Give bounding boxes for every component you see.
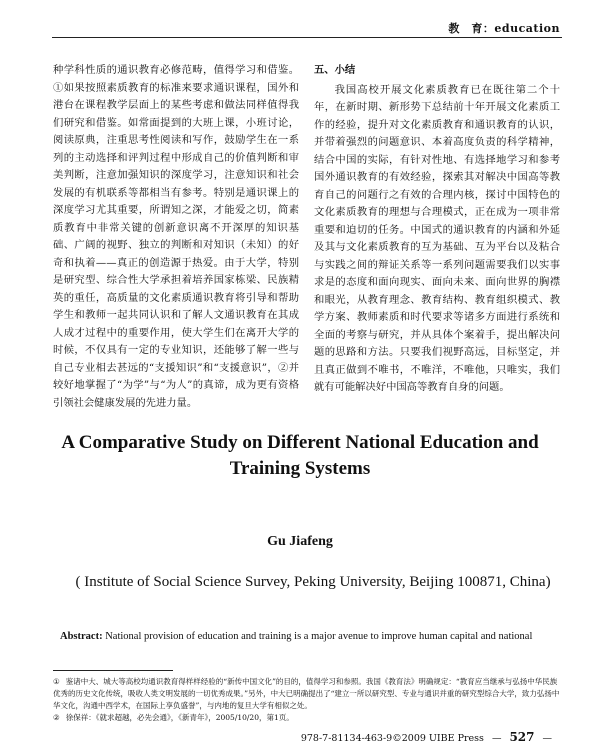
author-name: Gu Jiafeng [267, 534, 333, 549]
footnote [53, 712, 560, 724]
left-column [53, 62, 299, 412]
abstract-label: Abstract: [60, 631, 103, 642]
footnote-rule [53, 670, 173, 671]
footnotes [53, 676, 560, 724]
page-footer [301, 730, 560, 744]
footnote-text: 徐保祥：《就求超越，必先会通》，《新青年》，2005/10/20，第1页。 [65, 713, 294, 722]
right-paragraph: 我国高校开展文化素质教育已在既往第二个十年，在新时期、新形势下总结前十年开展文化素质工作的经验，提升对文化素质教育和通识教育的认识，并带着强烈的问题意识、本着高度负责的科学精神，结合中国的实际，有针对性地、有选择地学习和参考国外通识教育的有效经验，探索其对解决中国高等教育自己的问题行之有效的合理内核，探讨中国特色的文化素质教育的理想与合理模式，正在成为一项非常重要和迫切的任务。中国式的通识教育的内涵和外延及其与文化素质教育的互为基础、互为平台以及粘合与实践之间的辩证关系等一系列问题需要我们以实事求是的态度和面向现实、面向未来、面向世界的胸襟和眼光，从教育理念、教育结构、教育组织模式、教学方案、教师素质和时代要求等诸多方面进行系统和全面的考察与研究，并从具体个案着手，提出解决问题的思路和方法。只要我们视野高远，目标坚定，并且真正做到不唯书，不唯洋，不唯他，只唯实，我们就有可能解决好中国高等教育自身的问题。 [314, 83, 560, 393]
isbn-line: 978-7-81134-463-9©2009 UIBE Press [300, 733, 484, 744]
right-column [314, 62, 560, 397]
footnote [53, 676, 560, 712]
page-number: 527 [509, 730, 535, 744]
abstract-text: National provision of education and training is a major avenue to improve human capital and national [105, 631, 533, 642]
section-heading: 五、小结 [314, 64, 356, 76]
author-affiliation: ( Institute of Social Science Survey, Peking University, Beijing 100871, China) [75, 574, 551, 590]
header-rule [52, 37, 562, 38]
footnote-mark: ① [53, 677, 60, 686]
footnote-mark: ② [53, 713, 60, 722]
running-head: 教 育：education [448, 22, 560, 35]
english-title: A Comparative Study on Different National Education and Training Systems [61, 432, 539, 479]
footnote-text: 鉴诸中大、城大等高校均通识教育得样样经验的“新传中国文化”的目的，值得学习和参照。我国《教育法》明确规定：“教育应当继承与弘扬中华民族优秀的历史文化传统，吸收人类文明发展的一切优秀成果。”另外，中大已明确提出了“建立一所以研究型、专业与通识并重的研究型综合大学，致力弘扬中华文化，沟通中西学术，在国际上享负盛誉”，与内地的复旦大学有相似之处。 [53, 677, 560, 710]
footer-dash: — [542, 733, 552, 744]
left-paragraph: 种学科性质的通识教育必修范畴，值得学习和借鉴。①如果按照素质教育的标准来要求通识课程，国外和港台在课程教学层面上的某些考虑和做法同样值得我们研究和借鉴。如常面提到的大班上课，小班讨论，阅读原典，注重思考性阅读和写作，鼓励学生在一系列的主动选择和评判过程中形成自己的价值判断和审美判断，注意加强知识的深度学习，注意知识和社会发展的有机联系等都相当有参考。特别是通识课上的深度学习尤其重要，所谓知之深，才能爱之切，简素质教育中非常关键的创新意识离不开深厚的知识基础、广阔的视野、独立的判断和对知识（未知）的好奇和执着——真正的创造源于热爱。由于大学，特别是研究型、综合性大学承担着培养国家栋梁、民族精英的重任，高质量的文化素质通识教育将引导和帮助学生和教师一起共同认识和了解人文通识教育在其成人成才过程中的重要作用，使大学生们在离开大学的时候，不仅具有一定的专业知识，还能够了解一些与自己专业相去甚远的“支援知识”和“支援意识”，②并较好地掌握了“为学”与“为人”的真谛，成为更有资格引领社会健康发展的先进力量。 [53, 64, 299, 409]
footer-dash: — [491, 733, 502, 744]
abstract [60, 630, 560, 644]
